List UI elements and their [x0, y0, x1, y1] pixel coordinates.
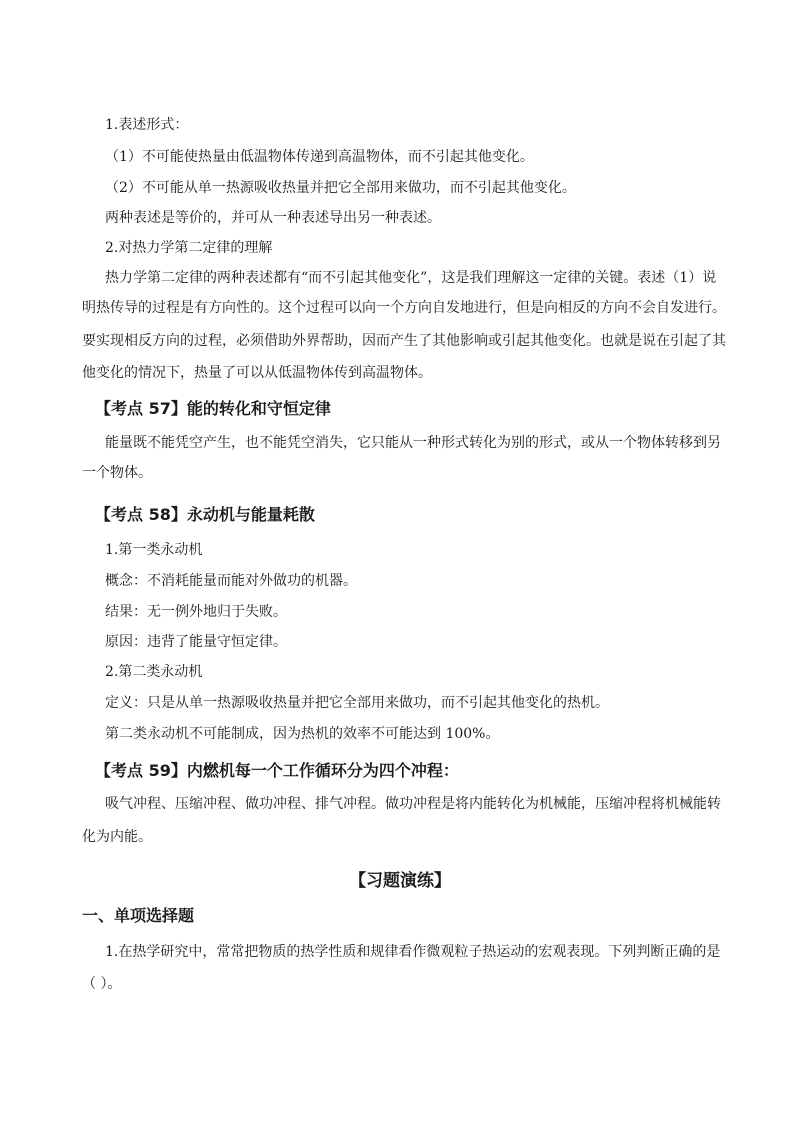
kp59-line: 化为内能。	[82, 829, 152, 845]
kp58-line: 定义：只是从单一热源吸收热量并把它全部用来做功，而不引起其他变化的热机。	[105, 695, 609, 711]
question-1-line: （ ）。	[82, 976, 122, 992]
section2-line: 明热传导的过程是有方向性的。这个过程可以向一个方向自发地进行，但是向相反的方向不会自发进行。	[82, 300, 726, 316]
kp57-heading: 【考点 57】能的转化和守恒定律	[95, 399, 331, 418]
kp58-line: 结果：无一例外地归于失败。	[105, 604, 287, 620]
kp58-line: 第二类永动机不可能制成，因为热机的效率不可能达到 100%。	[105, 726, 500, 742]
section2-title: 2.对热力学第二定律的理解	[105, 240, 273, 256]
section1-note: 两种表述是等价的，并可从一种表述导出另一种表述。	[105, 210, 441, 226]
exercise-heading: 【习题演练】	[349, 871, 451, 891]
exercise-section-title: 一、单项选择题	[82, 906, 195, 925]
section1-item2: （2）不可能从单一热源吸收热量并把它全部用来做功，而不引起其他变化。	[105, 180, 576, 196]
kp58-line: 原因：违背了能量守恒定律。	[105, 634, 287, 650]
section2-line: 他变化的情况下，热量了可以从低温物体传到高温物体。	[82, 365, 432, 381]
section2-line: 热力学第二定律的两种表述都有“而不引起其他变化”，这是我们理解这一定律的关键。表述（1）说	[105, 270, 717, 286]
section1-title: 1.表述形式：	[105, 117, 189, 133]
question-1-line: 1.在热学研究中，常常把物质的热学性质和规律看作微观粒子热运动的宏观表现。下列判断正确的是	[105, 944, 721, 960]
kp58-heading: 【考点 58】永动机与能量耗散	[95, 505, 315, 524]
kp58-line: 1.第一类永动机	[105, 542, 203, 558]
kp58-line: 概念：不消耗能量而能对外做功的机器。	[105, 573, 357, 589]
kp57-line: 能量既不能凭空产生，也不能凭空消失，它只能从一种形式转化为别的形式，或从一个物体转移到另	[105, 435, 721, 451]
kp58-line: 2.第二类永动机	[105, 664, 203, 680]
kp59-heading: 【考点 59】内燃机每一个工作循环分为四个冲程：	[95, 761, 459, 780]
kp59-line: 吸气冲程、压缩冲程、做功冲程、排气冲程。做功冲程是将内能转化为机械能，压缩冲程将机械能转	[105, 796, 721, 812]
section2-line: 要实现相反方向的过程，必须借助外界帮助，因而产生了其他影响或引起其他变化。也就是说在引起了其	[82, 333, 726, 349]
kp57-line: 一个物体。	[82, 465, 152, 481]
section1-item1: （1）不可能使热量由低温物体传递到高温物体，而不引起其他变化。	[105, 149, 534, 165]
